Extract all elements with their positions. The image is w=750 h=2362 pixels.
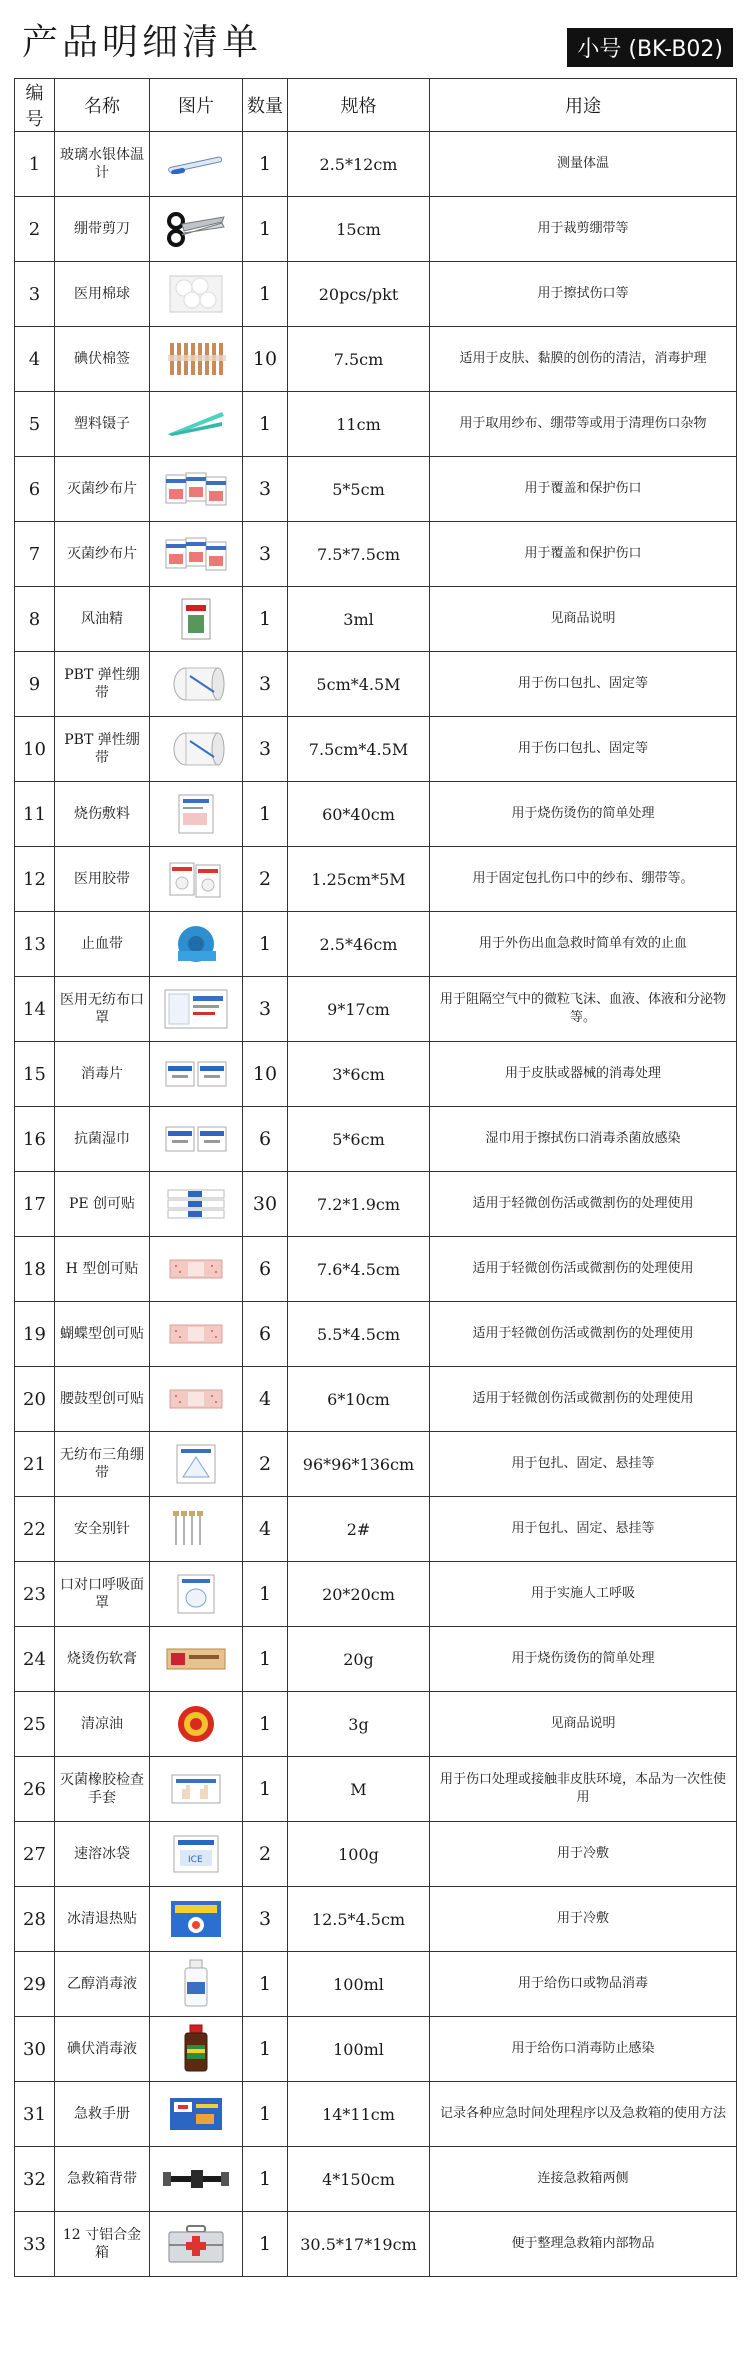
item-usage: 用于取用纱布、绷带等或用于清理伤口杂物 <box>430 392 737 457</box>
item-quantity: 1 <box>243 1562 288 1627</box>
item-usage: 记录各种应急时间处理程序以及急救箱的使用方法 <box>430 2082 737 2147</box>
aluminum-case-icon <box>154 2216 238 2272</box>
item-spec: 100ml <box>288 2017 430 2082</box>
item-picture <box>150 1562 243 1627</box>
item-usage: 用于包扎、固定、悬挂等 <box>430 1432 737 1497</box>
item-quantity: 3 <box>243 977 288 1042</box>
item-name: PBT 弹性绷带 <box>55 717 150 782</box>
item-usage: 用于给伤口消毒防止感染 <box>430 2017 737 2082</box>
item-name: 碘伏消毒液 <box>55 2017 150 2082</box>
item-usage: 用于伤口包扎、固定等 <box>430 652 737 717</box>
tweezers-icon <box>154 396 238 452</box>
item-picture <box>150 782 243 847</box>
row-number: 13 <box>15 912 55 977</box>
table-row <box>15 522 737 587</box>
item-quantity: 1 <box>243 587 288 652</box>
item-name: 绷带剪刀 <box>55 197 150 262</box>
item-spec: 9*17cm <box>288 977 430 1042</box>
table-row <box>15 2147 737 2212</box>
item-spec: 15cm <box>288 197 430 262</box>
row-number: 14 <box>15 977 55 1042</box>
row-number: 23 <box>15 1562 55 1627</box>
bandage-roll-icon <box>154 721 238 777</box>
row-number: 3 <box>15 262 55 327</box>
item-usage: 用于覆盖和保护伤口 <box>430 457 737 522</box>
table-body <box>15 132 737 2277</box>
table-row <box>15 262 737 327</box>
item-quantity: 1 <box>243 2212 288 2277</box>
item-usage: 适用于皮肤、黏膜的创伤的清洁，消毒护理 <box>430 327 737 392</box>
item-spec: 7.6*4.5cm <box>288 1237 430 1302</box>
item-spec: 7.2*1.9cm <box>288 1172 430 1237</box>
item-quantity: 6 <box>243 1107 288 1172</box>
row-number: 21 <box>15 1432 55 1497</box>
item-name: 抗菌湿巾 <box>55 1107 150 1172</box>
table-row <box>15 2082 737 2147</box>
item-quantity: 3 <box>243 717 288 782</box>
item-picture <box>150 1107 243 1172</box>
manual-icon <box>154 2086 238 2142</box>
column-header-number: 编号 <box>15 79 55 132</box>
item-picture <box>150 1757 243 1822</box>
item-spec: 20*20cm <box>288 1562 430 1627</box>
item-spec: 5.5*4.5cm <box>288 1302 430 1367</box>
item-name: H 型创可贴 <box>55 1237 150 1302</box>
item-name: 急救手册 <box>55 2082 150 2147</box>
item-spec: 12.5*4.5cm <box>288 1887 430 1952</box>
table-row <box>15 1107 737 1172</box>
item-name: 灭菌纱布片 <box>55 522 150 587</box>
swabs-icon <box>154 331 238 387</box>
row-number: 1 <box>15 132 55 197</box>
bandage-strip-icon <box>154 1241 238 1297</box>
item-usage: 用于阻隔空气中的微粒飞沫、血液、体液和分泌物等。 <box>430 977 737 1042</box>
column-header-name: 名称 <box>55 79 150 132</box>
table-row <box>15 1952 737 2017</box>
column-header-quantity: 数量 <box>243 79 288 132</box>
table-row <box>15 1887 737 1952</box>
gloves-pack-icon <box>154 1761 238 1817</box>
item-quantity: 1 <box>243 1952 288 2017</box>
item-quantity: 2 <box>243 847 288 912</box>
row-number: 2 <box>15 197 55 262</box>
column-header-spec: 规格 <box>288 79 430 132</box>
row-number: 5 <box>15 392 55 457</box>
item-picture <box>150 1692 243 1757</box>
item-picture <box>150 1952 243 2017</box>
column-header-picture: 图片 <box>150 79 243 132</box>
item-quantity: 1 <box>243 2082 288 2147</box>
row-number: 26 <box>15 1757 55 1822</box>
tourniquet-icon <box>154 916 238 972</box>
item-quantity: 30 <box>243 1172 288 1237</box>
row-number: 29 <box>15 1952 55 2017</box>
row-number: 15 <box>15 1042 55 1107</box>
item-spec: 7.5cm*4.5M <box>288 717 430 782</box>
item-spec: 3ml <box>288 587 430 652</box>
item-name: 灭菌橡胶检查手套 <box>55 1757 150 1822</box>
item-spec: 3g <box>288 1692 430 1757</box>
row-number: 6 <box>15 457 55 522</box>
item-usage: 用于冷敷 <box>430 1887 737 1952</box>
cooling-patch-icon <box>154 1891 238 1947</box>
page-title: 产品明细清单 <box>22 22 263 63</box>
row-number: 18 <box>15 1237 55 1302</box>
item-name: 速溶冰袋 <box>55 1822 150 1887</box>
item-name: 止血带 <box>55 912 150 977</box>
item-spec: 100g <box>288 1822 430 1887</box>
item-spec: 5*5cm <box>288 457 430 522</box>
table-row <box>15 977 737 1042</box>
item-quantity: 4 <box>243 1497 288 1562</box>
gauze-pads-icon <box>154 461 238 517</box>
item-usage: 用于固定包扎伤口中的纱布、绷带等。 <box>430 847 737 912</box>
item-spec: 3*6cm <box>288 1042 430 1107</box>
row-number: 33 <box>15 2212 55 2277</box>
wipes-icon <box>154 1111 238 1167</box>
item-name: 冰清退热贴 <box>55 1887 150 1952</box>
table-row <box>15 132 737 197</box>
item-picture <box>150 587 243 652</box>
row-number: 7 <box>15 522 55 587</box>
row-number: 16 <box>15 1107 55 1172</box>
table-row <box>15 2017 737 2082</box>
cotton-balls-icon <box>154 266 238 322</box>
item-usage: 用于外伤出血急救时简单有效的止血 <box>430 912 737 977</box>
item-quantity: 1 <box>243 132 288 197</box>
item-picture <box>150 1042 243 1107</box>
item-spec: M <box>288 1757 430 1822</box>
item-quantity: 1 <box>243 392 288 457</box>
table-header-row <box>15 79 737 132</box>
table-row <box>15 1172 737 1237</box>
item-spec: 5cm*4.5M <box>288 652 430 717</box>
item-name: 塑料镊子 <box>55 392 150 457</box>
strap-icon <box>154 2151 238 2207</box>
item-usage: 用于裁剪绷带等 <box>430 197 737 262</box>
svg-text:ICE: ICE <box>188 1855 203 1865</box>
column-header-usage: 用途 <box>430 79 737 132</box>
table-row <box>15 1042 737 1107</box>
item-name: PBT 弹性绷带 <box>55 652 150 717</box>
row-number: 20 <box>15 1367 55 1432</box>
bandage-strip-icon <box>154 1371 238 1427</box>
item-usage: 便于整理急救箱内部物品 <box>430 2212 737 2277</box>
item-picture <box>150 1497 243 1562</box>
row-number: 9 <box>15 652 55 717</box>
table-row <box>15 1822 737 1887</box>
triangle-bandage-icon <box>154 1436 238 1492</box>
wipes-icon <box>154 1046 238 1102</box>
row-number: 4 <box>15 327 55 392</box>
item-spec: 6*10cm <box>288 1367 430 1432</box>
item-picture <box>150 652 243 717</box>
item-quantity: 1 <box>243 1692 288 1757</box>
item-usage: 适用于轻微创伤活或微割伤的处理使用 <box>430 1302 737 1367</box>
item-picture <box>150 262 243 327</box>
item-picture <box>150 2212 243 2277</box>
item-spec: 60*40cm <box>288 782 430 847</box>
item-quantity: 3 <box>243 457 288 522</box>
item-name: 碘伏棉签 <box>55 327 150 392</box>
safety-pins-icon <box>154 1501 238 1557</box>
table-row <box>15 2212 737 2277</box>
table-row <box>15 327 737 392</box>
ice-pack-icon <box>154 1826 238 1882</box>
row-number: 17 <box>15 1172 55 1237</box>
burn-dressing-icon <box>154 786 238 842</box>
item-usage: 见商品说明 <box>430 1692 737 1757</box>
item-spec: 2.5*46cm <box>288 912 430 977</box>
item-name: 安全别针 <box>55 1497 150 1562</box>
table-row <box>15 847 737 912</box>
item-picture <box>150 977 243 1042</box>
item-picture <box>150 1172 243 1237</box>
row-number: 32 <box>15 2147 55 2212</box>
item-usage: 用于烧伤烫伤的简单处理 <box>430 782 737 847</box>
item-usage: 用于伤口包扎、固定等 <box>430 717 737 782</box>
item-usage: 用于擦拭伤口等 <box>430 262 737 327</box>
item-spec: 11cm <box>288 392 430 457</box>
item-name: 12 寸铝合金箱 <box>55 2212 150 2277</box>
item-picture <box>150 847 243 912</box>
row-number: 24 <box>15 1627 55 1692</box>
table-row <box>15 1692 737 1757</box>
item-usage: 用于冷敷 <box>430 1822 737 1887</box>
model-badge: 小号 (BK-B02) <box>567 28 733 67</box>
alcohol-bottle-icon <box>154 1956 238 2012</box>
item-quantity: 1 <box>243 912 288 977</box>
table-row <box>15 1497 737 1562</box>
item-usage: 用于烧伤烫伤的简单处理 <box>430 1627 737 1692</box>
item-usage: 用于给伤口或物品消毒 <box>430 1952 737 2017</box>
item-name: 急救箱背带 <box>55 2147 150 2212</box>
item-quantity: 3 <box>243 1887 288 1952</box>
item-picture <box>150 132 243 197</box>
row-number: 22 <box>15 1497 55 1562</box>
item-quantity: 10 <box>243 1042 288 1107</box>
item-quantity: 3 <box>243 652 288 717</box>
item-usage: 用于皮肤或器械的消毒处理 <box>430 1042 737 1107</box>
item-picture <box>150 327 243 392</box>
item-quantity: 1 <box>243 2017 288 2082</box>
item-picture <box>150 2147 243 2212</box>
row-number: 8 <box>15 587 55 652</box>
item-spec: 2.5*12cm <box>288 132 430 197</box>
item-picture <box>150 457 243 522</box>
table-row <box>15 392 737 457</box>
item-usage: 测量体温 <box>430 132 737 197</box>
bandage-strip-icon <box>154 1306 238 1362</box>
table-row <box>15 587 737 652</box>
item-name: 烧伤敷料 <box>55 782 150 847</box>
item-usage: 连接急救箱两侧 <box>430 2147 737 2212</box>
item-quantity: 1 <box>243 262 288 327</box>
item-spec: 96*96*136cm <box>288 1432 430 1497</box>
item-name: 玻璃水银体温计 <box>55 132 150 197</box>
row-number: 25 <box>15 1692 55 1757</box>
item-spec: 2# <box>288 1497 430 1562</box>
item-name: 消毒片 <box>55 1042 150 1107</box>
item-spec: 1.25cm*5M <box>288 847 430 912</box>
item-quantity: 1 <box>243 782 288 847</box>
item-quantity: 4 <box>243 1367 288 1432</box>
item-name: 医用棉球 <box>55 262 150 327</box>
table-row <box>15 1562 737 1627</box>
item-usage: 适用于轻微创伤活或微割伤的处理使用 <box>430 1172 737 1237</box>
row-number: 27 <box>15 1822 55 1887</box>
item-spec: 5*6cm <box>288 1107 430 1172</box>
item-usage: 适用于轻微创伤活或微割伤的处理使用 <box>430 1237 737 1302</box>
item-spec: 7.5cm <box>288 327 430 392</box>
item-spec: 100ml <box>288 1952 430 2017</box>
table-row <box>15 717 737 782</box>
bandage-roll-icon <box>154 656 238 712</box>
item-spec: 30.5*17*19cm <box>288 2212 430 2277</box>
item-quantity: 10 <box>243 327 288 392</box>
item-picture <box>150 392 243 457</box>
item-spec: 7.5*7.5cm <box>288 522 430 587</box>
row-number: 10 <box>15 717 55 782</box>
iodine-bottle-icon <box>154 2021 238 2077</box>
gauze-pads-icon <box>154 526 238 582</box>
item-picture <box>150 2017 243 2082</box>
item-usage: 用于实施人工呼吸 <box>430 1562 737 1627</box>
product-detail-table <box>14 78 737 2277</box>
scissors-icon <box>154 201 238 257</box>
item-usage: 见商品说明 <box>430 587 737 652</box>
item-picture <box>150 197 243 262</box>
oil-box-icon <box>154 591 238 647</box>
table-row <box>15 782 737 847</box>
item-name: 乙醇消毒液 <box>55 1952 150 2017</box>
item-usage: 用于覆盖和保护伤口 <box>430 522 737 587</box>
ointment-box-icon <box>154 1631 238 1687</box>
item-name: 清凉油 <box>55 1692 150 1757</box>
item-picture <box>150 1432 243 1497</box>
item-name: PE 创可贴 <box>55 1172 150 1237</box>
cpr-mask-icon <box>154 1566 238 1622</box>
thermometer-icon <box>154 136 238 192</box>
item-picture <box>150 1627 243 1692</box>
table-row <box>15 1367 737 1432</box>
item-usage: 用于伤口处理或接触非皮肤环境，本品为一次性使用 <box>430 1757 737 1822</box>
item-usage: 适用于轻微创伤活或微割伤的处理使用 <box>430 1367 737 1432</box>
item-picture <box>150 2082 243 2147</box>
table-row <box>15 1237 737 1302</box>
item-quantity: 1 <box>243 1757 288 1822</box>
table-row <box>15 1757 737 1822</box>
item-picture <box>150 522 243 587</box>
row-number: 11 <box>15 782 55 847</box>
table-row <box>15 652 737 717</box>
table-row <box>15 912 737 977</box>
row-number: 30 <box>15 2017 55 2082</box>
item-name: 灭菌纱布片 <box>55 457 150 522</box>
item-quantity: 1 <box>243 197 288 262</box>
item-spec: 14*11cm <box>288 2082 430 2147</box>
item-name: 口对口呼吸面罩 <box>55 1562 150 1627</box>
item-quantity: 1 <box>243 1627 288 1692</box>
item-name: 无纺布三角绷带 <box>55 1432 150 1497</box>
row-number: 31 <box>15 2082 55 2147</box>
item-name: 医用无纺布口罩 <box>55 977 150 1042</box>
row-number: 12 <box>15 847 55 912</box>
mask-pack-icon <box>154 981 238 1037</box>
item-name: 蝴蝶型创可贴 <box>55 1302 150 1367</box>
item-quantity: 2 <box>243 1822 288 1887</box>
bandaids-icon <box>154 1176 238 1232</box>
item-picture <box>150 1822 243 1887</box>
item-picture <box>150 1887 243 1952</box>
item-name: 风油精 <box>55 587 150 652</box>
row-number: 19 <box>15 1302 55 1367</box>
item-spec: 20g <box>288 1627 430 1692</box>
item-name: 医用胶带 <box>55 847 150 912</box>
item-usage: 湿巾用于擦拭伤口消毒杀菌放感染 <box>430 1107 737 1172</box>
table-row <box>15 1302 737 1367</box>
item-picture <box>150 1237 243 1302</box>
item-spec: 20pcs/pkt <box>288 262 430 327</box>
table-row <box>15 1627 737 1692</box>
item-picture <box>150 1302 243 1367</box>
balm-tin-icon <box>154 1696 238 1752</box>
item-picture <box>150 912 243 977</box>
item-usage: 用于包扎、固定、悬挂等 <box>430 1497 737 1562</box>
item-quantity: 2 <box>243 1432 288 1497</box>
item-quantity: 1 <box>243 2147 288 2212</box>
table-row <box>15 197 737 262</box>
tape-packs-icon <box>154 851 238 907</box>
table-row <box>15 1432 737 1497</box>
item-quantity: 6 <box>243 1237 288 1302</box>
item-spec: 4*150cm <box>288 2147 430 2212</box>
row-number: 28 <box>15 1887 55 1952</box>
item-name: 烧烫伤软膏 <box>55 1627 150 1692</box>
item-name: 腰鼓型创可贴 <box>55 1367 150 1432</box>
page-header <box>0 0 750 70</box>
item-picture <box>150 1367 243 1432</box>
table-row <box>15 457 737 522</box>
item-quantity: 3 <box>243 522 288 587</box>
item-quantity: 6 <box>243 1302 288 1367</box>
item-picture <box>150 717 243 782</box>
